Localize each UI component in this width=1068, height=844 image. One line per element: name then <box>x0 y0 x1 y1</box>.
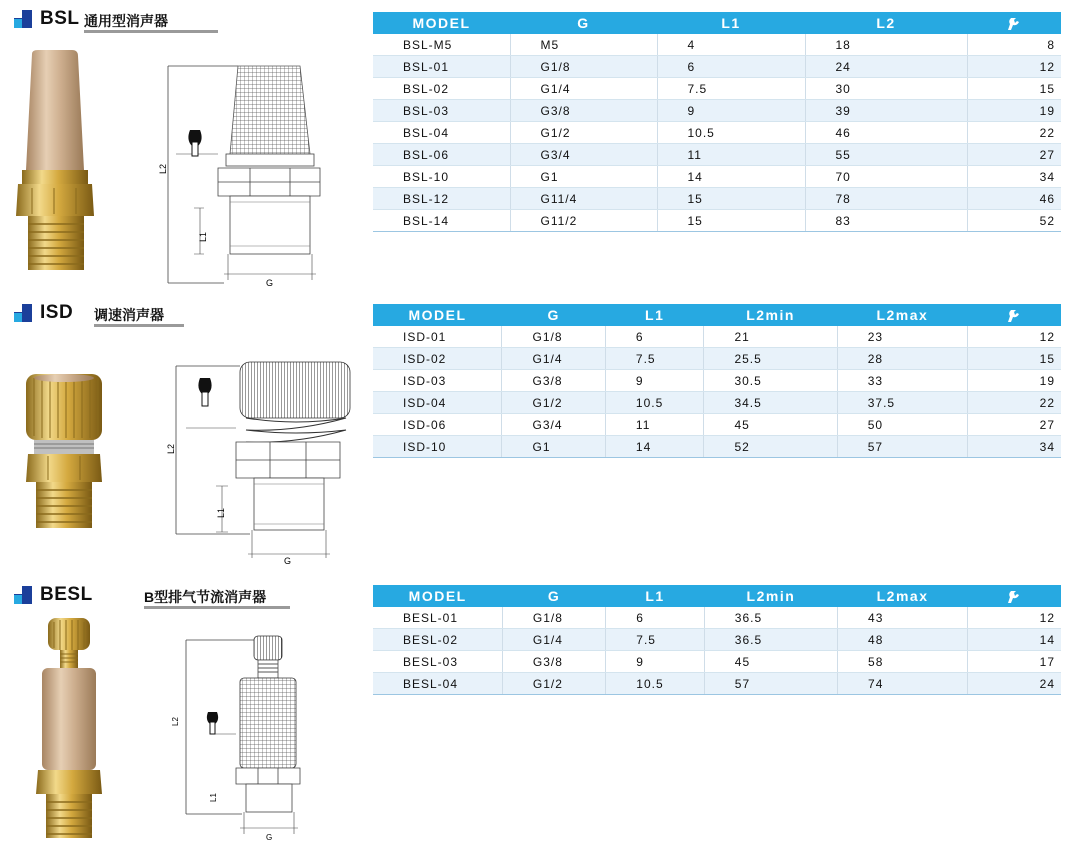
wrench-icon <box>1007 309 1021 323</box>
table-cell: 70 <box>805 166 967 188</box>
table-cell: 23 <box>837 326 967 348</box>
table-cell: G1/4 <box>502 629 605 651</box>
col-header: L1 <box>657 12 805 34</box>
col-header: L2 <box>805 12 967 34</box>
table-cell: 27 <box>968 414 1061 436</box>
table-cell: 57 <box>837 436 967 458</box>
table-cell: 33 <box>837 370 967 392</box>
table-cell: 25.5 <box>704 348 837 370</box>
dim-label-l1: L1 <box>216 507 226 518</box>
table-cell: 9 <box>657 100 805 122</box>
section-logo-icon <box>14 586 32 604</box>
col-header: MODEL <box>373 12 510 34</box>
dimension-drawing-bsl <box>160 48 360 288</box>
table-cell: G1/2 <box>502 673 605 695</box>
model-cell: BSL-02 <box>373 78 510 100</box>
dimension-drawing-besl <box>170 628 320 844</box>
model-cell: ISD-06 <box>373 414 502 436</box>
product-name: 调速消声器 <box>94 307 164 323</box>
section-logo-icon <box>14 304 32 322</box>
table-header-row <box>373 304 1061 326</box>
table-cell: 21 <box>704 326 837 348</box>
dim-label-g: G <box>284 556 292 566</box>
table-cell: 6 <box>657 56 805 78</box>
table-cell: 52 <box>704 436 837 458</box>
table-cell: 43 <box>838 607 968 629</box>
table-cell: 83 <box>805 210 967 232</box>
table-cell: 10.5 <box>657 122 805 144</box>
table-cell: G1/8 <box>502 326 605 348</box>
table-cell: 34 <box>967 166 1061 188</box>
header-underline <box>94 324 184 327</box>
table-cell: 36.5 <box>704 629 837 651</box>
table-cell: 27 <box>967 144 1061 166</box>
table-cell: 7.5 <box>657 78 805 100</box>
table-cell: 14 <box>657 166 805 188</box>
table-row <box>373 673 1061 695</box>
product-name: B型排气节流消声器 <box>144 589 267 605</box>
table-cell: 9 <box>606 651 705 673</box>
model-cell: BSL-04 <box>373 122 510 144</box>
table-cell: 14 <box>605 436 704 458</box>
table-cell: 22 <box>967 122 1061 144</box>
dimension-drawing-isd <box>166 346 360 576</box>
spec-table-isd <box>373 304 1061 458</box>
model-cell: BESL-03 <box>373 651 502 673</box>
table-cell: 55 <box>805 144 967 166</box>
table-row <box>373 56 1061 78</box>
col-header: MODEL <box>373 585 502 607</box>
table-row <box>373 78 1061 100</box>
table-cell: 22 <box>968 392 1061 414</box>
dim-label-l1: L1 <box>198 231 208 242</box>
model-cell: BSL-M5 <box>373 34 510 56</box>
header-underline <box>144 606 290 609</box>
table-cell: 39 <box>805 100 967 122</box>
table-cell: 7.5 <box>606 629 705 651</box>
table-cell: 6 <box>606 607 705 629</box>
table-cell: G3/4 <box>510 144 657 166</box>
table-row <box>373 210 1061 232</box>
table-cell: G1 <box>510 166 657 188</box>
table-cell: G11/4 <box>510 188 657 210</box>
model-cell: BSL-03 <box>373 100 510 122</box>
table-cell: 28 <box>837 348 967 370</box>
table-row <box>373 414 1061 436</box>
table-row <box>373 629 1061 651</box>
table-row <box>373 326 1061 348</box>
table-cell: G1 <box>502 436 605 458</box>
table-cell: G1/2 <box>502 392 605 414</box>
table-cell: 45 <box>704 414 837 436</box>
col-header: L2min <box>704 585 837 607</box>
dim-label-l1: L1 <box>209 793 218 802</box>
dim-label-l2: L2 <box>158 163 168 174</box>
table-cell: 8 <box>967 34 1061 56</box>
table-cell: G1/8 <box>502 607 605 629</box>
table-row <box>373 348 1061 370</box>
model-cell: BSL-06 <box>373 144 510 166</box>
table-row <box>373 607 1061 629</box>
model-cell: BSL-10 <box>373 166 510 188</box>
table-cell: 14 <box>968 629 1061 651</box>
table-cell: 30.5 <box>704 370 837 392</box>
model-cell: ISD-01 <box>373 326 502 348</box>
table-cell: 24 <box>805 56 967 78</box>
table-cell: 12 <box>968 607 1061 629</box>
wrench-icon <box>1007 590 1021 604</box>
col-header-wrench <box>968 585 1061 607</box>
dim-label-l2: L2 <box>166 443 176 454</box>
table-cell: 4 <box>657 34 805 56</box>
table-cell: 58 <box>838 651 968 673</box>
col-header: L2min <box>704 304 837 326</box>
table-cell: 74 <box>838 673 968 695</box>
table-row <box>373 370 1061 392</box>
product-name: 通用型消声器 <box>84 13 168 29</box>
product-code: BSL <box>40 8 80 29</box>
model-cell: ISD-02 <box>373 348 502 370</box>
dim-label-g: G <box>266 278 274 288</box>
table-cell: 37.5 <box>837 392 967 414</box>
table-header-row <box>373 585 1061 607</box>
table-cell: G3/8 <box>502 370 605 392</box>
table-row <box>373 122 1061 144</box>
table-row <box>373 166 1061 188</box>
table-cell: 19 <box>968 370 1061 392</box>
table-cell: 57 <box>704 673 837 695</box>
table-cell: 11 <box>605 414 704 436</box>
product-photo-bsl <box>18 48 100 278</box>
model-cell: BESL-02 <box>373 629 502 651</box>
col-header-wrench <box>968 304 1061 326</box>
table-cell: 19 <box>967 100 1061 122</box>
table-cell: 12 <box>967 56 1061 78</box>
table-cell: G3/8 <box>502 651 605 673</box>
section-logo-icon <box>14 10 32 28</box>
col-header: MODEL <box>373 304 502 326</box>
table-row <box>373 188 1061 210</box>
table-cell: 50 <box>837 414 967 436</box>
col-header: G <box>502 304 605 326</box>
header-underline <box>84 30 218 33</box>
table-cell: 6 <box>605 326 704 348</box>
table-row <box>373 34 1061 56</box>
table-cell: 34.5 <box>704 392 837 414</box>
table-row <box>373 100 1061 122</box>
spec-table-bsl <box>373 12 1061 232</box>
product-photo-isd <box>22 372 108 532</box>
table-cell: 52 <box>967 210 1061 232</box>
table-cell: 15 <box>968 348 1061 370</box>
product-code: ISD <box>40 302 74 323</box>
model-cell: BSL-01 <box>373 56 510 78</box>
model-cell: BSL-12 <box>373 188 510 210</box>
table-cell: 15 <box>657 210 805 232</box>
table-cell: 45 <box>704 651 837 673</box>
table-cell: 17 <box>968 651 1061 673</box>
table-cell: 10.5 <box>606 673 705 695</box>
model-cell: ISD-04 <box>373 392 502 414</box>
col-header: L1 <box>605 304 704 326</box>
table-cell: G11/2 <box>510 210 657 232</box>
table-cell: 46 <box>967 188 1061 210</box>
dim-label-g: G <box>266 833 273 842</box>
table-row <box>373 436 1061 458</box>
table-cell: G1/2 <box>510 122 657 144</box>
col-header: L2max <box>837 304 967 326</box>
table-cell: 11 <box>657 144 805 166</box>
table-cell: G3/8 <box>510 100 657 122</box>
table-cell: 7.5 <box>605 348 704 370</box>
table-cell: M5 <box>510 34 657 56</box>
table-cell: 48 <box>838 629 968 651</box>
table-cell: 10.5 <box>605 392 704 414</box>
table-row <box>373 392 1061 414</box>
table-cell: 30 <box>805 78 967 100</box>
product-code: BESL <box>40 584 93 605</box>
col-header: L2max <box>838 585 968 607</box>
table-cell: 78 <box>805 188 967 210</box>
model-cell: BESL-04 <box>373 673 502 695</box>
dim-label-l2: L2 <box>171 717 180 726</box>
table-cell: 24 <box>968 673 1061 695</box>
table-cell: 15 <box>967 78 1061 100</box>
model-cell: BESL-01 <box>373 607 502 629</box>
table-cell: G1/8 <box>510 56 657 78</box>
table-cell: 12 <box>968 326 1061 348</box>
model-cell: ISD-10 <box>373 436 502 458</box>
wrench-icon <box>1007 17 1021 31</box>
table-cell: 46 <box>805 122 967 144</box>
table-cell: 9 <box>605 370 704 392</box>
spec-table-besl <box>373 585 1061 695</box>
table-row <box>373 651 1061 673</box>
col-header: L1 <box>606 585 705 607</box>
table-cell: 15 <box>657 188 805 210</box>
product-photo-besl <box>34 614 104 842</box>
model-cell: BSL-14 <box>373 210 510 232</box>
table-cell: 18 <box>805 34 967 56</box>
col-header-wrench <box>967 12 1061 34</box>
table-row <box>373 144 1061 166</box>
table-cell: 36.5 <box>704 607 837 629</box>
col-header: G <box>510 12 657 34</box>
table-cell: G1/4 <box>510 78 657 100</box>
table-header-row <box>373 12 1061 34</box>
table-cell: G1/4 <box>502 348 605 370</box>
table-cell: G3/4 <box>502 414 605 436</box>
col-header: G <box>502 585 605 607</box>
model-cell: ISD-03 <box>373 370 502 392</box>
table-cell: 34 <box>968 436 1061 458</box>
